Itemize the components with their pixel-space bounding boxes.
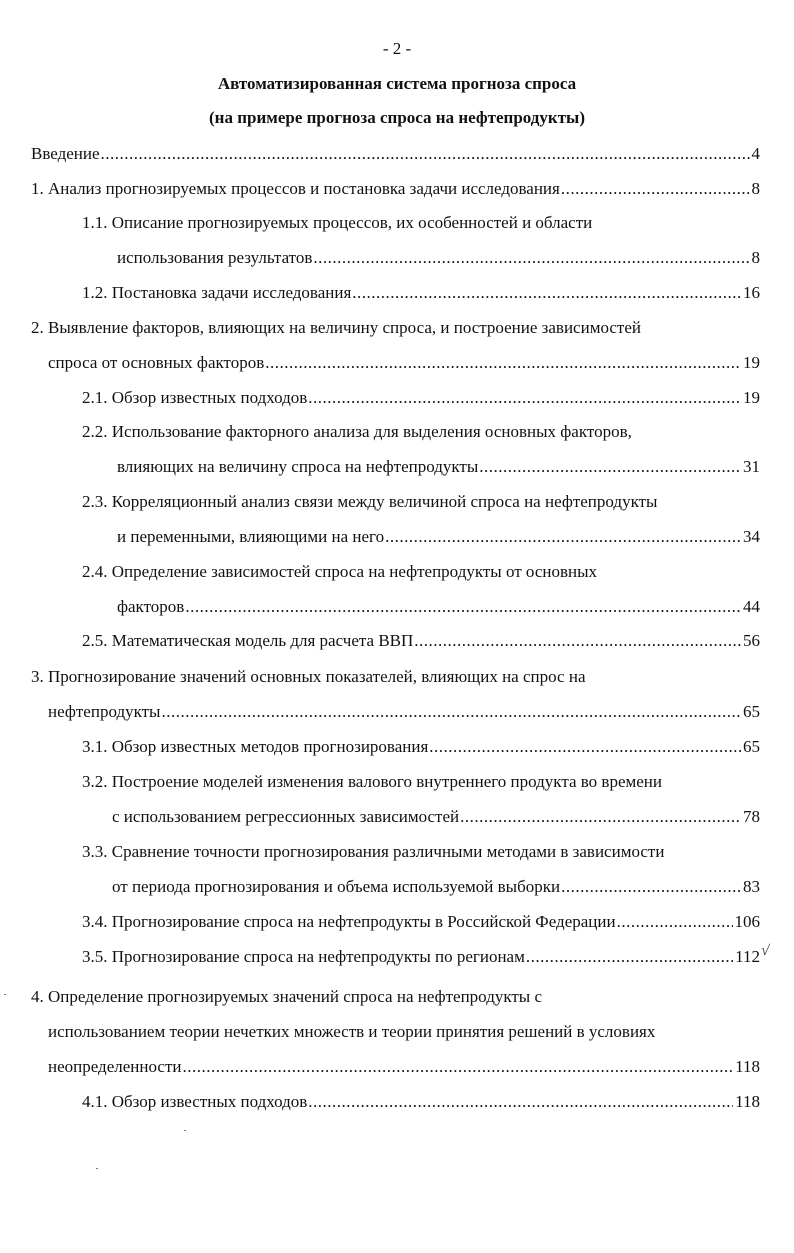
toc-entry-chapter-3: [48, 701, 760, 723]
toc-entry-3-5: [82, 946, 760, 968]
toc-page-number: 31: [743, 457, 760, 476]
toc-entry-title: спроса от основных факторов: [48, 353, 265, 372]
toc-entry-3-2: [112, 806, 760, 828]
toc-entry-2-3: [117, 526, 760, 548]
toc-entry-chapter-4-line-1: 4. Определение прогнозируемых значений спроса на нефтепродукты с: [31, 987, 543, 1006]
toc-entry-intro: [31, 143, 760, 165]
toc-leader-dots: [308, 387, 741, 409]
toc-page-number: 4: [751, 144, 760, 163]
toc-entry-2-5: [82, 630, 760, 652]
toc-entry-2-2-line-1: 2.2. Использование факторного анализа для выделения основных факторов,: [82, 422, 632, 441]
toc-entry-title: с использованием регрессионных зависимостей: [112, 807, 460, 826]
toc-page-number: 34: [743, 527, 760, 546]
scan-speck: [184, 1130, 186, 1131]
toc-leader-dots: [101, 143, 750, 165]
toc-entry-title: 2.5. Математическая модель для расчета ВВП: [82, 631, 414, 650]
toc-leader-dots: [161, 701, 741, 723]
toc-entry-1-2: [82, 282, 760, 304]
toc-entry-title: влияющих на величину спроса на нефтепродукты: [117, 457, 479, 476]
toc-page-number: 118: [735, 1057, 760, 1076]
toc-entry-1-1: [117, 247, 760, 269]
toc-entry-2-1: [82, 387, 760, 409]
handwritten-check-mark: √: [759, 942, 771, 960]
toc-leader-dots: [617, 911, 733, 933]
toc-entry-title: неопределенности: [48, 1057, 182, 1076]
toc-entry-title: 3.5. Прогнозирование спроса на нефтепродукты по регионам: [82, 947, 525, 966]
toc-page-number: 118: [735, 1092, 760, 1111]
toc-leader-dots: [313, 247, 749, 269]
toc-entry-title: 3.1. Обзор известных методов прогнозирования: [82, 737, 429, 756]
toc-leader-dots: [308, 1091, 733, 1113]
toc-page-number: 65: [743, 737, 760, 756]
toc-entry-title: и переменными, влияющими на него: [117, 527, 385, 546]
toc-entry-chapter-2: [48, 352, 760, 374]
toc-page-number: 56: [743, 631, 760, 650]
toc-leader-dots: [460, 806, 741, 828]
toc-entry-3-3: [112, 876, 760, 898]
toc-entry-title: 4.1. Обзор известных подходов: [82, 1092, 308, 1111]
toc-leader-dots: [265, 352, 741, 374]
toc-entry-chapter-4: [48, 1056, 760, 1078]
scan-speck: [96, 1168, 98, 1169]
toc-leader-dots: [526, 946, 733, 968]
toc-page-number: 19: [743, 388, 760, 407]
toc-entry-title: 1.2. Постановка задачи исследования: [82, 283, 352, 302]
toc-page-number: 8: [751, 248, 760, 267]
toc-entry-title: нефтепродукты: [48, 702, 161, 721]
toc-entry-3-3-line-1: 3.3. Сравнение точности прогнозирования различными методами в зависимости: [82, 842, 665, 861]
toc-page-number: 16: [743, 283, 760, 302]
toc-entry-3-4: [82, 911, 760, 933]
document-subtitle: (на примере прогноза спроса на нефтепродукты): [209, 108, 585, 127]
toc-leader-dots: [414, 630, 741, 652]
toc-entry-title: 1. Анализ прогнозируемых процессов и постановка задачи исследования: [31, 179, 560, 198]
toc-entry-4-1: [82, 1091, 760, 1113]
toc-leader-dots: [479, 456, 741, 478]
toc-leader-dots: [429, 736, 741, 758]
toc-leader-dots: [352, 282, 741, 304]
toc-entry-chapter-1: [31, 178, 760, 200]
toc-page-number: 44: [743, 597, 760, 616]
toc-leader-dots: [561, 876, 741, 898]
toc-entry-2-2: [117, 456, 760, 478]
toc-entry-2-4: [117, 596, 760, 618]
toc-page-number: 83: [743, 877, 760, 896]
toc-entry-2-4-line-1: 2.4. Определение зависимостей спроса на нефтепродукты от основных: [82, 562, 598, 581]
toc-leader-dots: [185, 596, 741, 618]
toc-entry-chapter-3-line-1: 3. Прогнозирование значений основных показателей, влияющих на спрос на: [31, 667, 586, 686]
toc-entry-title: 2.1. Обзор известных подходов: [82, 388, 308, 407]
toc-entry-chapter-2-line-1: 2. Выявление факторов, влияющих на величину спроса, и построение зависимостей: [31, 318, 641, 337]
toc-page-number: 65: [743, 702, 760, 721]
toc-entry-1-1-line-1: 1.1. Описание прогнозируемых процессов, их особенностей и области: [82, 213, 593, 232]
scan-speck: [4, 994, 6, 995]
toc-entry-3-1: [82, 736, 760, 758]
page-number: - 2 -: [382, 39, 412, 58]
document-title: Автоматизированная система прогноза спроса: [217, 74, 577, 93]
toc-page-number: 8: [751, 179, 760, 198]
toc-page-number: 106: [734, 912, 760, 931]
toc-leader-dots: [182, 1056, 733, 1078]
toc-entry-title: от периода прогнозирования и объема используемой выборки: [112, 877, 561, 896]
toc-entry-3-2-line-1: 3.2. Построение моделей изменения валового внутреннего продукта во времени: [82, 772, 662, 791]
toc-page-number: 78: [743, 807, 760, 826]
toc-entry-title: Введение: [31, 144, 100, 163]
toc-page-number: 112: [735, 947, 760, 966]
toc-page-number: 19: [743, 353, 760, 372]
toc-entry-title: факторов: [117, 597, 185, 616]
toc-leader-dots: [561, 178, 750, 200]
toc-entry-title: 3.4. Прогнозирование спроса на нефтепродукты в Российской Федерации: [82, 912, 616, 931]
toc-entry-2-3-line-1: 2.3. Корреляционный анализ связи между величиной спроса на нефтепродукты: [82, 492, 658, 511]
toc-entry-chapter-4-line-2: использованием теории нечетких множеств и теории принятия решений в условиях: [48, 1022, 656, 1041]
toc-leader-dots: [385, 526, 741, 548]
toc-entry-title: использования результатов: [117, 248, 313, 267]
